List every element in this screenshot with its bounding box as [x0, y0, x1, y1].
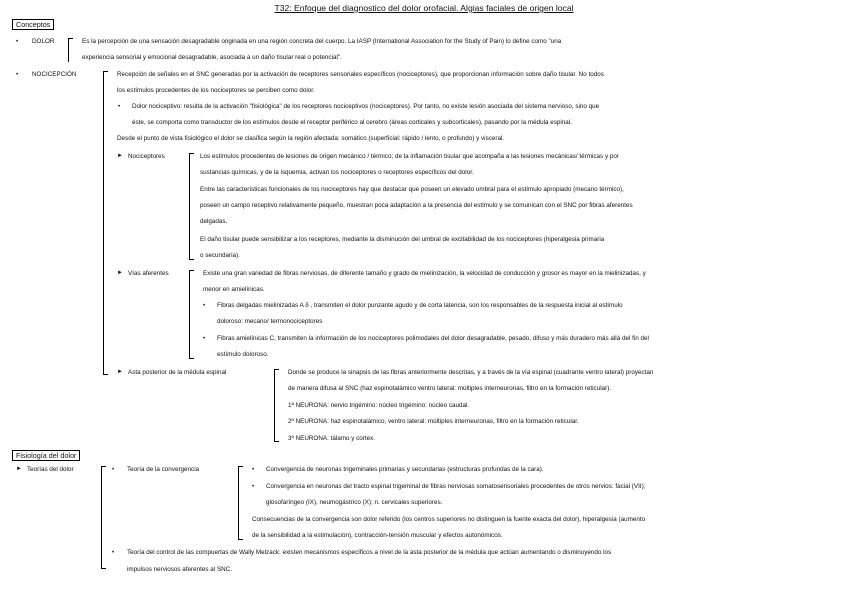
- nocicepcion-label: NOCICEPCIÓN: [32, 71, 77, 78]
- nociceptores-label: Nociceptores: [128, 153, 165, 160]
- dolor-bullet: •: [16, 38, 19, 45]
- nociceptores-line7: o secundaria).: [200, 252, 240, 259]
- nociceptores-arrow-icon: ►: [117, 153, 123, 159]
- teorias-arrow-icon: ►: [16, 466, 22, 472]
- vias-line2: menor en amielínicas.: [203, 286, 265, 293]
- fibras-c-bullet: •: [203, 335, 206, 342]
- nocicepcion-intro-line1: Recepción de señales en el SNC generadas por la activación de receptores sensoriales específicos (nociceptores), que proporcionan información sobre daño tisular. No todos: [117, 71, 604, 78]
- convergencia-b1-bullet: •: [252, 466, 255, 473]
- nociceptores-line1: Los estímulos procedentes de lesiones de origen mecánico / térmico; de la inflamación tisular que acompaña a las lesiones mecánicas/ térmicas y por: [200, 153, 619, 160]
- nociceptores-line3: Entre las características funcionales de los nociceptores hay que destacar que poseen un elevado umbral para el estímulo apropiado (mecano térmico),: [200, 186, 624, 193]
- vias-aferentes-label: Vías aferentes: [128, 270, 169, 277]
- asta-posterior-label: Asta posterior de la médula espinal: [128, 369, 227, 376]
- asta-bracket: [274, 369, 279, 442]
- dolor-bracket: [68, 38, 73, 62]
- clasificacion-dolor: Desde el punto de vista fisiológico el dolor se clasifica según la región afectada: somático (superficial: rápido / lento, o profundo) y visceral.: [117, 135, 505, 142]
- primera-neurona: 1ª NEURONA: nervio trigémino: núcleo trigémino: núcleo caudal.: [288, 402, 470, 409]
- nocicepcion-intro-line2: los estímulos procedentes de los nociceptores se perciben como dolor.: [117, 87, 315, 94]
- nociceptores-line2: sustancias químicas, y de la isquemia, activan los nociceptores o receptores específicos del dolor.: [200, 169, 474, 176]
- asta-line2: de manera difusa al SNC (haz espinotalámico ventro lateral: múltiples interneuronas, filtro en la formación reticular).: [288, 385, 612, 392]
- page-title: T32: Enfoque del diagnostico del dolor orofacial. Algias faciales de origen local: [274, 3, 574, 13]
- fibras-c-line1: Fibras amielínicas C, transmiten la información de los nociceptores polimodales del dolor desagradable, pesado, difuso y más duradero más allá del fin del: [217, 335, 649, 342]
- convergencia-bracket: [238, 466, 243, 540]
- section-header-fisiologia: Fisiología del dolor: [12, 450, 80, 461]
- compuertas-bullet: •: [112, 549, 115, 556]
- dolor-nociceptivo-line1: Dolor nociceptivo: resulta de la activación "fisiológica" de los receptores nociceptivos (nociceptores). Por tanto, no existe lesión asociada del sistema nervioso, sino que: [132, 103, 600, 110]
- fibras-a-line1: Fibras delgadas mielinizadas A δ , transmiten el dolor punzante agudo y de corta latencia, son los responsables de la respuesta inicial al estímulo: [217, 302, 623, 309]
- consecuencias-line2: de la sensibilidad a la estimulación), contracción-tensión muscular y efectos autonómicos.: [252, 532, 503, 539]
- nociceptores-line6: El daño tisular puede sensibilizar a los receptores, mediante la disminución del umbral de excitabilidad de los nociceptores (hiperalgesia primaria: [200, 236, 605, 243]
- dolor-label: DOLOR: [32, 38, 55, 45]
- convergencia-b1: Convergencia de neuronas trigeminales primarias y secundarias (estructuras profundas de la cara).: [266, 466, 544, 473]
- teorias-label: Teorías del dolor: [27, 466, 74, 473]
- vias-arrow-icon: ►: [117, 270, 123, 276]
- asta-line1: Donde se produce la sinapsis de las fibras anteriormente descritas, y a través de la vía espinal (cuadrante ventro lateral) proyectan: [288, 369, 654, 376]
- convergencia-b2-line2: glosofaríngeo (IX), neumogástrico (X); n. cervicales superiores.: [266, 499, 443, 506]
- nociceptores-bracket: [189, 153, 194, 260]
- dolor-def-line1: Es la percepción de una sensación desagradable originada en una región concreta del cuerpo. La IASP (International Association for the Study of Pain) lo define como "una: [82, 38, 562, 45]
- dolor-nociceptivo-line2: éste, se comporta como transductor de los estímulos desde el receptor periférico al cerebro (áreas corticales y subcorticales), pasando por la médula espinal.: [132, 119, 572, 126]
- consecuencias-line1: Consecuencias de la convergencia son dolor referido (los centros superiores no distinguen la fuente exacta del dolor), hiperalgesia (aumento: [252, 516, 646, 523]
- convergencia-bullet: •: [112, 466, 115, 473]
- dolor-nociceptivo-bullet: •: [118, 103, 121, 110]
- tercera-neurona: 3ª NEURONA: tálamo y cortex.: [288, 435, 376, 442]
- vias-line1: Existe una gran variedad de fibras nerviosas, de diferente tamaño y grado de mielinización, la velocidad de conducción y grosor es mayor en la mielinizadas, y: [203, 270, 646, 277]
- nocicepcion-bullet: •: [16, 71, 19, 78]
- teorias-bracket: [101, 466, 106, 569]
- nocicepcion-bracket: [103, 71, 108, 375]
- segunda-neurona: 2ª NEURONA: haz espinotalámico, ventro lateral: múltiples interneuronas, filtro en la formación reticular.: [288, 418, 579, 425]
- asta-arrow-icon: ►: [117, 369, 123, 375]
- fibras-a-line2: doloroso: mecano/ termonociceptores: [217, 318, 323, 325]
- convergencia-label: Teoría de la convergencia: [127, 466, 200, 473]
- convergencia-b2-line1: Convergencia en neuronas del tracto espinal trigeminal de fibras nerviosas somatosensoriales procedentes de otros nervios: facial (VII);: [266, 483, 646, 490]
- nociceptores-line5: delgadas.: [200, 218, 228, 225]
- fibras-c-line2: estímulo doloroso.: [217, 351, 269, 358]
- compuertas-line1: Teoría del control de las compuertas de Wally Melzack: existen mecanismos específicos a nivel de la asta posterior de la médula que actúan aumentando o disminuyendo los: [127, 549, 612, 556]
- fibras-a-bullet: •: [203, 302, 206, 309]
- nociceptores-line4: poseen un campo receptivo relativamente pequeño, muestran poca adaptación a la presencia del estímulo y se comunican con el SNC por fibras aferentes: [200, 202, 633, 209]
- dolor-def-line2: experiencia sensorial y emocional desagradable, asociada a un daño tisular real o potencial".: [82, 54, 342, 61]
- compuertas-line2: impulsos nerviosos aferentes al SNC.: [127, 566, 232, 573]
- section-header-conceptos: Conceptos: [12, 19, 54, 30]
- vias-bracket: [189, 270, 194, 359]
- convergencia-b2-bullet: •: [252, 483, 255, 490]
